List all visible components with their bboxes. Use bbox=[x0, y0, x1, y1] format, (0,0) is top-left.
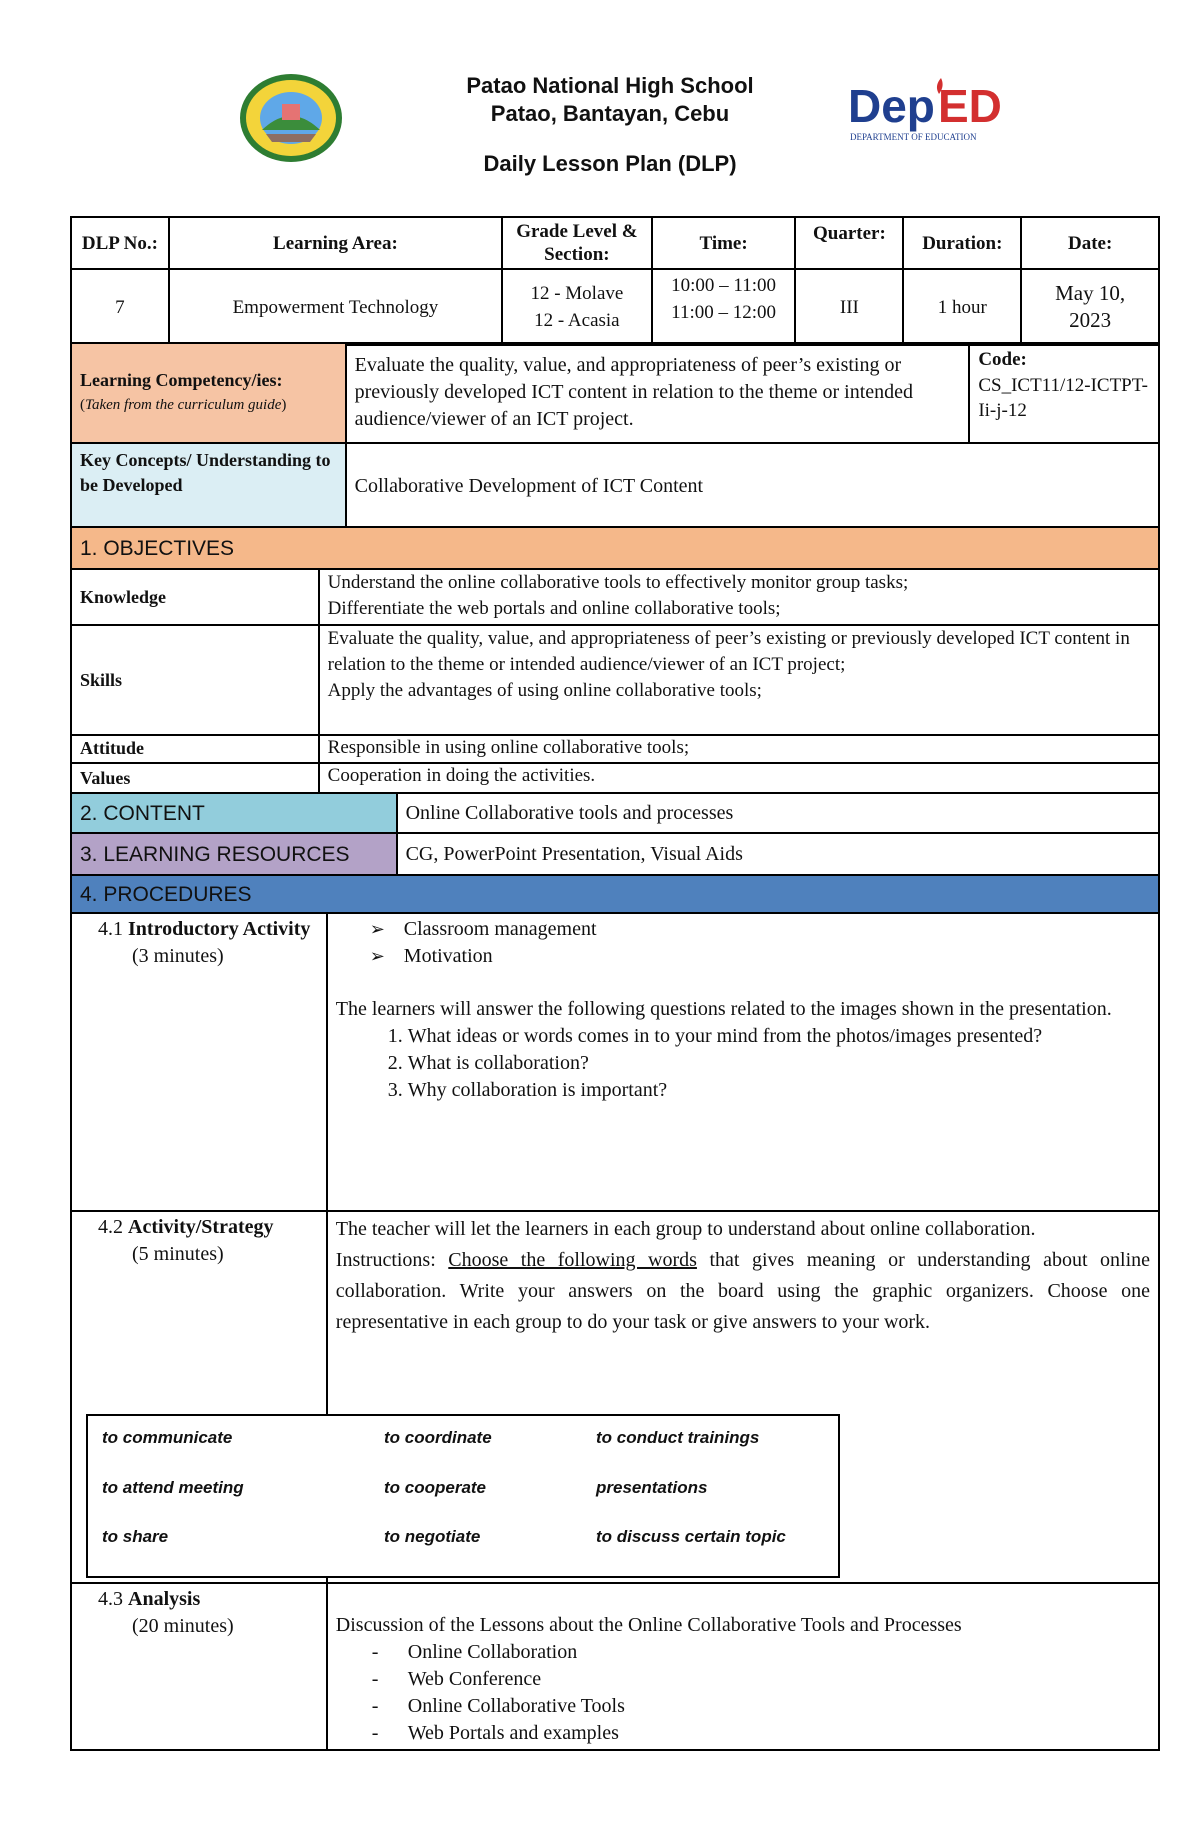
quarter-header: Quarter: bbox=[795, 217, 903, 269]
time-value bbox=[652, 269, 796, 345]
intro-bullet-list bbox=[336, 916, 1150, 970]
competency-label: Learning Competency/ies: bbox=[80, 370, 283, 390]
school-name: Patao National High School bbox=[466, 73, 754, 98]
intro-activity-body bbox=[327, 913, 1159, 1211]
word-choice: to cooperate bbox=[384, 1478, 487, 1497]
svg-text:ED: ED bbox=[938, 80, 1002, 132]
analysis-item: - Online Collaboration bbox=[372, 1639, 1150, 1666]
document-title: Daily Lesson Plan (DLP) bbox=[483, 151, 737, 176]
analysis-num: 4.3 bbox=[98, 1588, 123, 1610]
procedures-table bbox=[70, 874, 1160, 1751]
analysis-item: - Online Collaborative Tools bbox=[372, 1693, 1150, 1720]
date-value bbox=[1021, 269, 1159, 345]
svg-text:Dep: Dep bbox=[848, 80, 935, 132]
instructions-rest: that gives meaning or understanding about online collaboration. Write your answers on the board using the graphic organizers. Choose one representative in each group to do your task or give answers to your work. bbox=[335, 1249, 1151, 1333]
competency-row bbox=[71, 343, 1159, 443]
key-concepts-label: Key Concepts/ Understanding to be Developed bbox=[71, 443, 346, 529]
learning-area-header: Learning Area: bbox=[169, 217, 502, 269]
knowledge-label: Knowledge bbox=[71, 569, 319, 625]
resources-text: CG, PowerPoint Presentation, Visual Aids bbox=[397, 833, 1159, 875]
intro-question-list bbox=[336, 1023, 1150, 1104]
intro-label: Introductory Activity bbox=[128, 918, 311, 940]
duration-value: 1 hour bbox=[903, 269, 1021, 345]
analysis-paragraph: Discussion of the Lessons about the Online Collaborative Tools and Processes bbox=[335, 1614, 962, 1636]
quarter-value: III bbox=[795, 269, 903, 345]
instructions-label: Instructions: bbox=[335, 1249, 436, 1271]
word-choice: to attend meeting bbox=[102, 1478, 244, 1497]
activity-label: Activity/Strategy bbox=[128, 1216, 274, 1238]
dlp-no-header: DLP No.: bbox=[71, 217, 169, 269]
analysis-item: - Web Conference bbox=[372, 1666, 1150, 1693]
analysis-label: Analysis bbox=[128, 1588, 201, 1610]
competency-table bbox=[70, 342, 1160, 530]
procedures-heading: 4. PROCEDURES bbox=[71, 875, 1159, 913]
school-address: Patao, Bantayan, Cebu bbox=[490, 101, 730, 126]
knowledge-text bbox=[319, 569, 1159, 625]
analysis-item: - Web Portals and examples bbox=[372, 1720, 1150, 1747]
knowledge-line-1: Understand the online collaborative tools to effectively monitor group tasks; bbox=[327, 572, 909, 593]
word-choice: presentations bbox=[596, 1478, 708, 1497]
grade-section-value bbox=[502, 269, 652, 345]
analysis-label-cell bbox=[71, 1583, 327, 1750]
objectives-table bbox=[70, 526, 1160, 794]
skills-text bbox=[319, 625, 1159, 735]
time-line-1: 10:00 – 11:00 bbox=[671, 275, 777, 296]
grade-line-2: 12 - Acasia bbox=[534, 310, 620, 331]
dlp-no-value: 7 bbox=[71, 269, 169, 345]
intro-bullet: ➢ Motivation bbox=[372, 943, 1150, 970]
svg-text:DEPARTMENT OF EDUCATION: DEPARTMENT OF EDUCATION bbox=[850, 132, 977, 142]
analysis-minutes: (20 minutes) bbox=[132, 1615, 234, 1637]
code-value: CS_ICT11/12-ICTPT-Ii-j-12 bbox=[978, 375, 1148, 421]
values-text: Cooperation in doing the activities. bbox=[319, 763, 1159, 793]
code-label: Code: bbox=[978, 349, 1027, 370]
content-resources-table bbox=[70, 792, 1160, 876]
skills-line-1: Evaluate the quality, value, and appropriateness of peer’s existing or previously developed ICT content in relation to the theme or intended audience/viewer of an ICT project; bbox=[327, 628, 1130, 675]
activity-minutes: (5 minutes) bbox=[132, 1243, 224, 1265]
lesson-info-table bbox=[70, 216, 1160, 346]
word-choice: to conduct trainings bbox=[596, 1428, 760, 1447]
grade-section-header: Grade Level & Section: bbox=[502, 217, 652, 269]
word-choice: to negotiate bbox=[384, 1527, 481, 1546]
objectives-heading: 1. OBJECTIVES bbox=[71, 527, 1159, 569]
intro-activity-row bbox=[71, 913, 1159, 1211]
school-header bbox=[420, 72, 800, 178]
word-choices-box bbox=[86, 1414, 840, 1578]
activity-instructions bbox=[336, 1245, 1150, 1338]
content-text: Online Collaborative tools and processes bbox=[397, 793, 1159, 833]
word-choice: to discuss certain topic bbox=[596, 1527, 786, 1546]
date-line-1: May 10, bbox=[1055, 281, 1126, 305]
intro-question: 1. What ideas or words comes in to your mind from the photos/images presented? bbox=[408, 1023, 1150, 1050]
competency-text: Evaluate the quality, value, and appropriateness of peer’s existing or previously developed ICT content in relation to the theme or intended audience/viewer of an ICT project. bbox=[346, 343, 970, 443]
intro-activity-label-cell bbox=[71, 913, 327, 1211]
deped-logo bbox=[846, 72, 1016, 150]
time-header: Time: bbox=[652, 217, 796, 269]
date-line-2: 2023 bbox=[1069, 308, 1112, 332]
info-value-row bbox=[71, 269, 1159, 345]
competency-sublabel-wrap: (Taken from the curriculum guide) bbox=[80, 397, 287, 413]
grade-line-1: 12 - Molave bbox=[530, 283, 624, 304]
key-concepts-text: Collaborative Development of ICT Content bbox=[346, 443, 1159, 529]
attitude-text: Responsible in using online collaborative tools; bbox=[319, 735, 1159, 763]
key-concepts-row bbox=[71, 443, 1159, 529]
content-heading: 2. CONTENT bbox=[71, 793, 397, 833]
word-choice: to coordinate bbox=[384, 1428, 492, 1447]
duration-header: Duration: bbox=[903, 217, 1021, 269]
competency-code-cell bbox=[969, 343, 1159, 443]
intro-question: 3. Why collaboration is important? bbox=[408, 1077, 1150, 1104]
skills-line-2: Apply the advantages of using online collaborative tools; bbox=[327, 680, 762, 701]
time-line-2: 11:00 – 12:00 bbox=[671, 302, 777, 323]
date-header: Date: bbox=[1021, 217, 1159, 269]
analysis-body bbox=[327, 1583, 1159, 1750]
competency-label-cell bbox=[71, 343, 346, 443]
intro-bullet: ➢ Classroom management bbox=[372, 916, 1150, 943]
attitude-label: Attitude bbox=[71, 735, 319, 763]
intro-paragraph: The learners will answer the following questions related to the images shown in the presentation. bbox=[335, 998, 1112, 1020]
resources-heading: 3. LEARNING RESOURCES bbox=[71, 833, 397, 875]
intro-minutes: (3 minutes) bbox=[132, 945, 224, 967]
competency-sublabel: Taken from the curriculum guide bbox=[85, 397, 282, 413]
intro-num: 4.1 bbox=[98, 918, 123, 940]
activity-line-1: The teacher will let the learners in each group to understand about online collaboration. bbox=[335, 1218, 1036, 1240]
word-choice: to communicate bbox=[102, 1428, 233, 1447]
info-header-row bbox=[71, 217, 1159, 269]
school-seal-logo bbox=[238, 72, 344, 164]
word-choice: to share bbox=[102, 1527, 169, 1546]
values-label: Values bbox=[71, 763, 319, 793]
analysis-list bbox=[336, 1639, 1150, 1747]
activity-num: 4.2 bbox=[98, 1216, 123, 1238]
learning-area-value: Empowerment Technology bbox=[169, 269, 502, 345]
intro-question: 2. What is collaboration? bbox=[408, 1050, 1150, 1077]
knowledge-line-2: Differentiate the web portals and online collaborative tools; bbox=[327, 598, 781, 619]
instructions-underlined: Choose the following words bbox=[448, 1249, 697, 1271]
analysis-row bbox=[71, 1583, 1159, 1750]
skills-label: Skills bbox=[71, 625, 319, 735]
